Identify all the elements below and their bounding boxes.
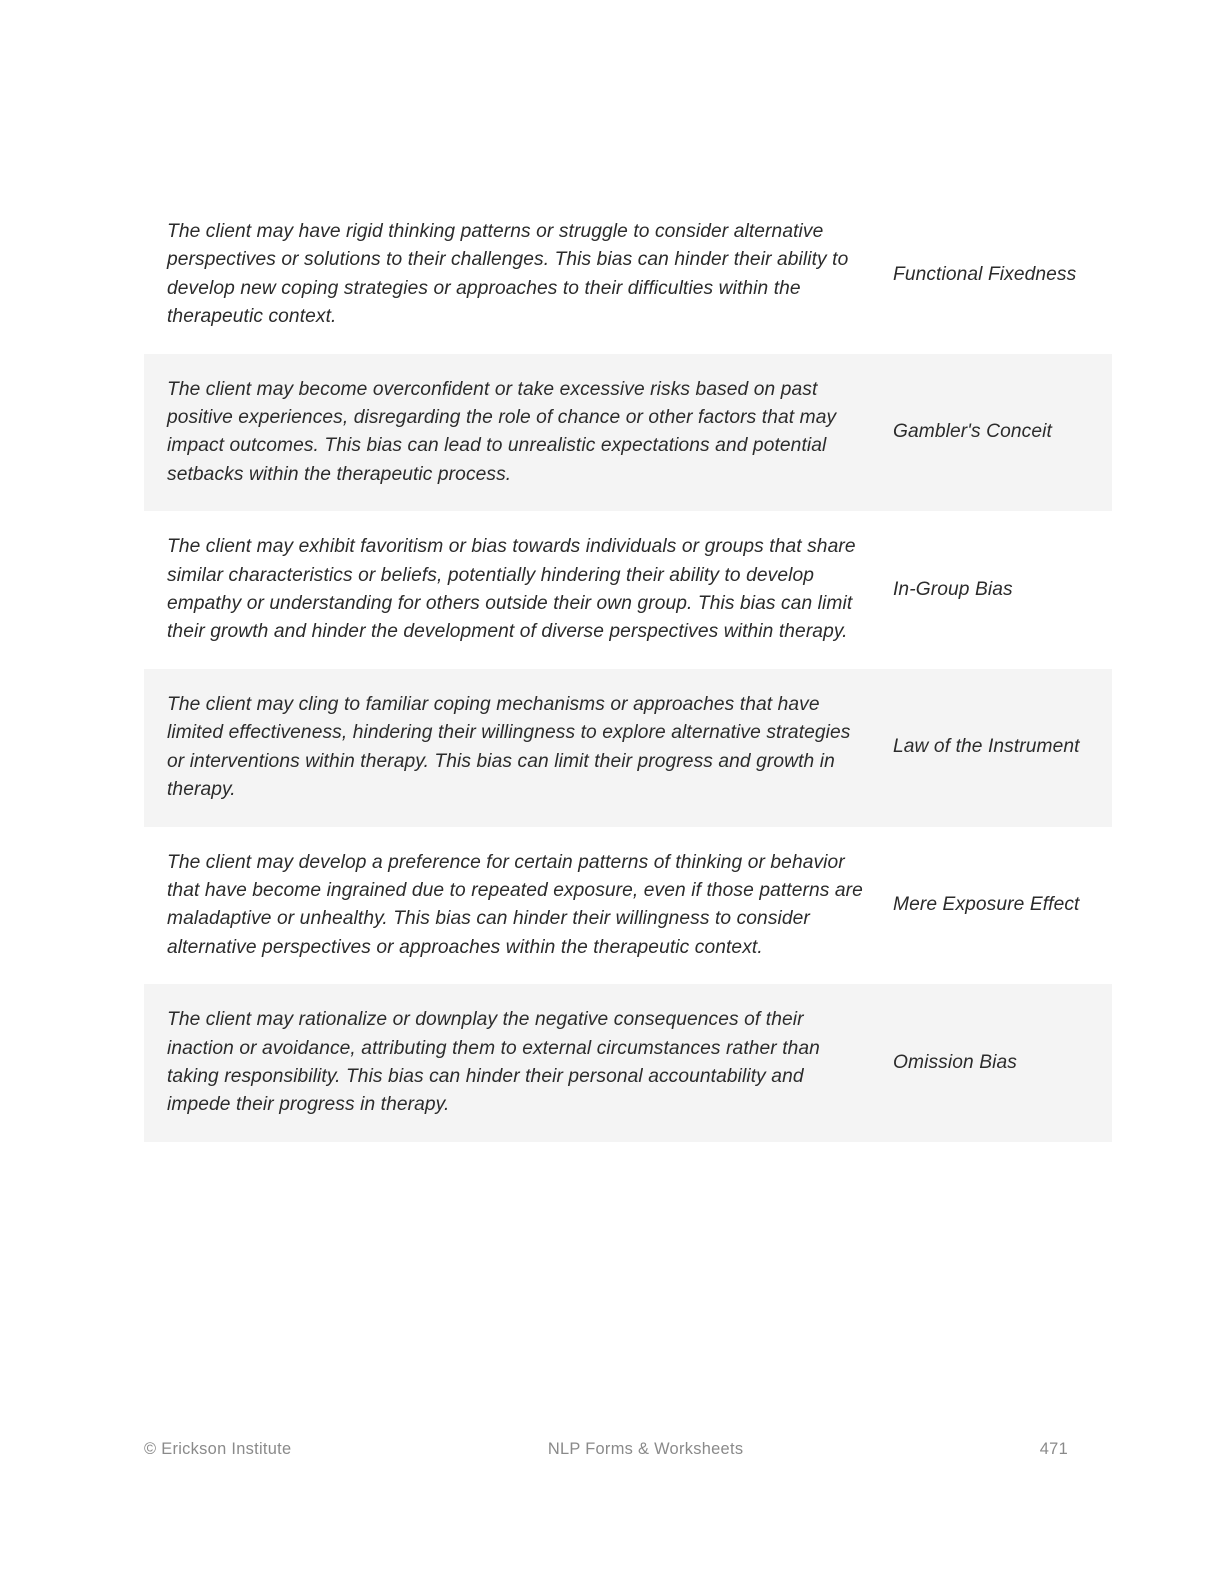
bias-name-text: Law of the Instrument xyxy=(893,736,1080,758)
bias-description-text: The client may exhibit favoritism or bias towards individuals or groups that share similar characteristics or beliefs, potentially hindering their ability to develop empathy or understanding for others outside their own group. This bias can limit their growth and hinder the development of diverse perspectives within therapy. xyxy=(167,536,856,643)
bias-name-text: Gambler's Conceit xyxy=(893,421,1052,443)
bias-description-cell xyxy=(144,984,893,1142)
bias-description-text: The client may cling to familiar coping mechanisms or approaches that have limited effectiveness, hindering their willingness to explore alternative strategies or interventions within therapy. This bias can limit their progress and growth in therapy. xyxy=(167,693,851,801)
bias-description-cell xyxy=(144,196,893,354)
table-row xyxy=(144,354,1112,512)
bias-description-text: The client may become overconfident or take excessive risks based on past positive experiences, disregarding the role of chance or other factors that may impact outcomes. This bias can lead to unrealistic expectations and potential setbacks within the therapeutic process. xyxy=(167,378,837,485)
table-row xyxy=(144,196,1112,354)
bias-name-cell xyxy=(893,669,1112,827)
bias-name-cell xyxy=(893,827,1112,985)
table-row xyxy=(144,669,1112,827)
bias-name-text: Omission Bias xyxy=(893,1051,1017,1073)
bias-name-cell xyxy=(893,511,1112,669)
bias-description-text: The client may develop a preference for certain patterns of thinking or behavior that have become ingrained due to repeated exposure, even if those patterns are maladaptive or unhealthy. This bias can hinder their willingness to consider alternative perspectives or approaches within the therapeutic context. xyxy=(167,851,863,958)
bias-description-cell xyxy=(144,669,893,827)
page-footer xyxy=(144,1436,1068,1462)
table-row xyxy=(144,984,1112,1142)
bias-name-text: In-Group Bias xyxy=(893,578,1013,600)
bias-name-text: Mere Exposure Effect xyxy=(893,894,1080,916)
table-row xyxy=(144,511,1112,669)
cognitive-bias-table xyxy=(144,196,1112,1142)
bias-name-cell xyxy=(893,354,1112,512)
bias-description-cell xyxy=(144,354,893,512)
bias-name-cell xyxy=(893,196,1112,354)
bias-name-text: Functional Fixedness xyxy=(893,263,1077,285)
table-body xyxy=(144,196,1112,1142)
footer-title: NLP Forms & Worksheets xyxy=(547,1439,744,1458)
bias-description-text: The client may have rigid thinking patterns or struggle to consider alternative perspectives or solutions to their challenges. This bias can hinder their ability to develop new coping strategies or approaches to their difficulties within the therapeutic context. xyxy=(167,221,849,328)
bias-name-cell xyxy=(893,984,1112,1142)
bias-description-text: The client may rationalize or downplay the negative consequences of their inaction or avoidance, attributing them to external circumstances rather than taking responsibility. This bias can hinder their personal accountability and impede their progress in therapy. xyxy=(167,1009,820,1116)
bias-description-cell xyxy=(144,827,893,985)
footer-copyright: © Erickson Institute xyxy=(144,1439,292,1458)
bias-description-cell xyxy=(144,511,893,669)
footer-page-number: 471 xyxy=(1039,1439,1068,1458)
table-row xyxy=(144,827,1112,985)
